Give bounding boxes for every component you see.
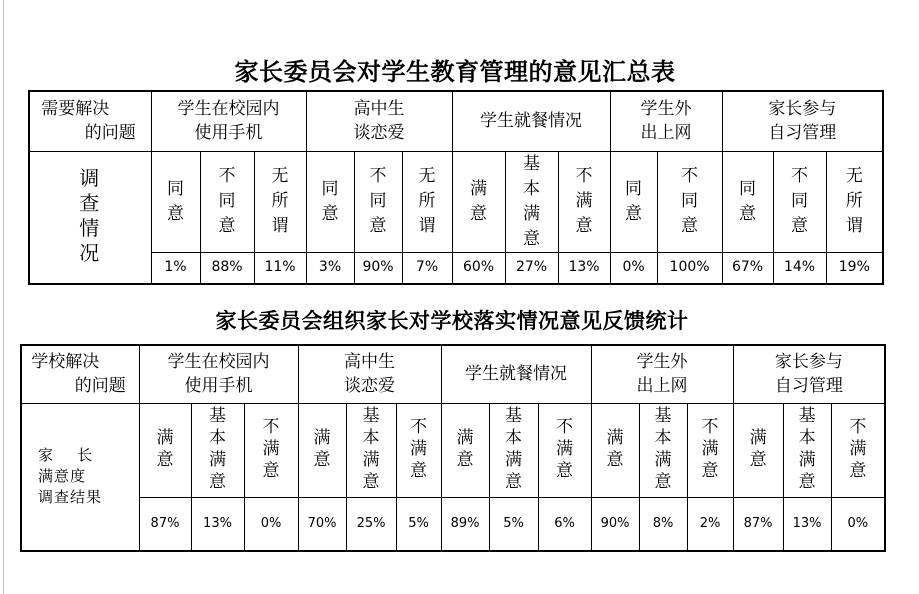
value-cell: 67% <box>722 252 773 284</box>
topic-title-line1: 学生在校园内 <box>167 352 270 373</box>
value-cell: 87% <box>139 497 191 551</box>
option-cell: 不满意 <box>831 403 885 497</box>
table1-row-label: 调查情况 <box>29 151 151 284</box>
table1-topic-dining <box>452 91 610 151</box>
option-cell: 无所谓 <box>826 151 883 252</box>
value-cell: 27% <box>505 252 558 284</box>
corner-label-line1: 学校解决 <box>31 352 100 373</box>
option-cell: 基本满意 <box>783 403 831 497</box>
value-cell: 1% <box>151 252 200 284</box>
topic-title-line1: 家长参与 <box>768 99 837 120</box>
value-cell: 8% <box>639 497 687 551</box>
topic-title-line2: 自习管理 <box>768 123 837 144</box>
row-label-line2: 满意度 <box>38 467 87 486</box>
corner-label-line2: 的问题 <box>84 123 136 144</box>
table2-topic-dating <box>298 345 441 403</box>
topic-title-line2: 使用手机 <box>184 376 253 397</box>
topic-title-line2: 出上网 <box>636 376 688 397</box>
option-cell: 基本满意 <box>489 403 538 497</box>
table1-topic-dating <box>306 91 452 151</box>
page-edge-divider <box>3 0 4 594</box>
value-cell: 19% <box>826 252 883 284</box>
satisfaction-feedback-table <box>20 344 886 552</box>
value-cell: 3% <box>306 252 354 284</box>
value-cell: 89% <box>441 497 489 551</box>
table1-options-row <box>29 151 883 252</box>
table1-topic-phone <box>151 91 306 151</box>
value-cell: 90% <box>354 252 402 284</box>
option-cell: 满意 <box>139 403 191 497</box>
option-cell: 同意 <box>306 151 354 252</box>
option-cell: 不同意 <box>657 151 722 252</box>
option-cell: 同意 <box>722 151 773 252</box>
option-cell: 满意 <box>441 403 489 497</box>
value-cell: 13% <box>558 252 610 284</box>
option-cell: 基本满意 <box>639 403 687 497</box>
value-cell: 11% <box>254 252 306 284</box>
table1-corner-cell <box>29 91 151 151</box>
topic-title-line2: 谈恋爱 <box>353 123 405 144</box>
topic-title-line1: 家长参与 <box>774 352 843 373</box>
topic-title-line2: 自习管理 <box>774 376 843 397</box>
value-cell: 70% <box>298 497 346 551</box>
table2-title: 家长委员会组织家长对学校落实情况意见反馈统计 <box>215 308 689 333</box>
table2-header-row <box>21 345 885 403</box>
option-cell: 不满意 <box>538 403 591 497</box>
option-cell: 满意 <box>452 151 505 252</box>
table1-header-row <box>29 91 883 151</box>
option-cell: 无所谓 <box>254 151 306 252</box>
table2-topic-study-management <box>733 345 885 403</box>
option-cell: 同意 <box>610 151 657 252</box>
option-cell: 不满意 <box>244 403 298 497</box>
topic-title-line1: 学生外 <box>640 99 692 120</box>
option-cell: 满意 <box>298 403 346 497</box>
table1-topic-study-management <box>722 91 883 151</box>
table2-corner-cell <box>21 345 139 403</box>
option-cell: 无所谓 <box>402 151 452 252</box>
value-cell: 100% <box>657 252 722 284</box>
option-cell: 满意 <box>733 403 783 497</box>
option-cell: 不满意 <box>687 403 733 497</box>
option-cell: 满意 <box>591 403 639 497</box>
topic-title-line1: 高中生 <box>344 352 396 373</box>
table2-values-row <box>21 497 885 551</box>
row-label-line3: 调查结果 <box>38 488 103 507</box>
option-cell: 不满意 <box>558 151 610 252</box>
table1-title: 家长委员会对学生教育管理的意见汇总表 <box>234 57 676 86</box>
opinion-summary-table <box>28 90 884 285</box>
option-cell: 不同意 <box>773 151 826 252</box>
value-cell: 7% <box>402 252 452 284</box>
table1-topic-internet <box>610 91 722 151</box>
row-label-line1: 家 长 <box>38 446 94 465</box>
value-cell: 60% <box>452 252 505 284</box>
value-cell: 0% <box>244 497 298 551</box>
table2-row-label <box>21 403 139 551</box>
corner-label-line2: 的问题 <box>74 376 126 397</box>
table2-topic-internet <box>591 345 733 403</box>
value-cell: 90% <box>591 497 639 551</box>
value-cell: 0% <box>610 252 657 284</box>
option-cell: 不同意 <box>354 151 402 252</box>
topic-title-line1: 高中生 <box>353 99 405 120</box>
value-cell: 13% <box>783 497 831 551</box>
table2-topic-dining <box>441 345 591 403</box>
table1-values-row <box>29 252 883 284</box>
value-cell: 88% <box>200 252 254 284</box>
value-cell: 13% <box>191 497 244 551</box>
value-cell: 5% <box>396 497 441 551</box>
value-cell: 5% <box>489 497 538 551</box>
option-cell: 基本满意 <box>505 151 558 252</box>
topic-title-line1: 学生在校园内 <box>177 99 280 120</box>
topic-title-line2: 使用手机 <box>194 123 263 144</box>
value-cell: 2% <box>687 497 733 551</box>
option-cell: 基本满意 <box>191 403 244 497</box>
value-cell: 14% <box>773 252 826 284</box>
value-cell: 6% <box>538 497 591 551</box>
table2-options-row <box>21 403 885 497</box>
topic-title-line1: 学生就餐情况 <box>465 364 568 385</box>
topic-title-line1: 学生外 <box>636 352 688 373</box>
table2-topic-phone <box>139 345 298 403</box>
option-cell: 同意 <box>151 151 200 252</box>
topic-title-line2: 谈恋爱 <box>344 376 396 397</box>
corner-label-line1: 需要解决 <box>41 99 110 120</box>
value-cell: 0% <box>831 497 885 551</box>
topic-title-line2: 出上网 <box>640 123 692 144</box>
option-cell: 不同意 <box>200 151 254 252</box>
topic-title-line1: 学生就餐情况 <box>480 111 583 132</box>
option-cell: 不满意 <box>396 403 441 497</box>
option-cell: 基本满意 <box>346 403 396 497</box>
value-cell: 25% <box>346 497 396 551</box>
value-cell: 87% <box>733 497 783 551</box>
